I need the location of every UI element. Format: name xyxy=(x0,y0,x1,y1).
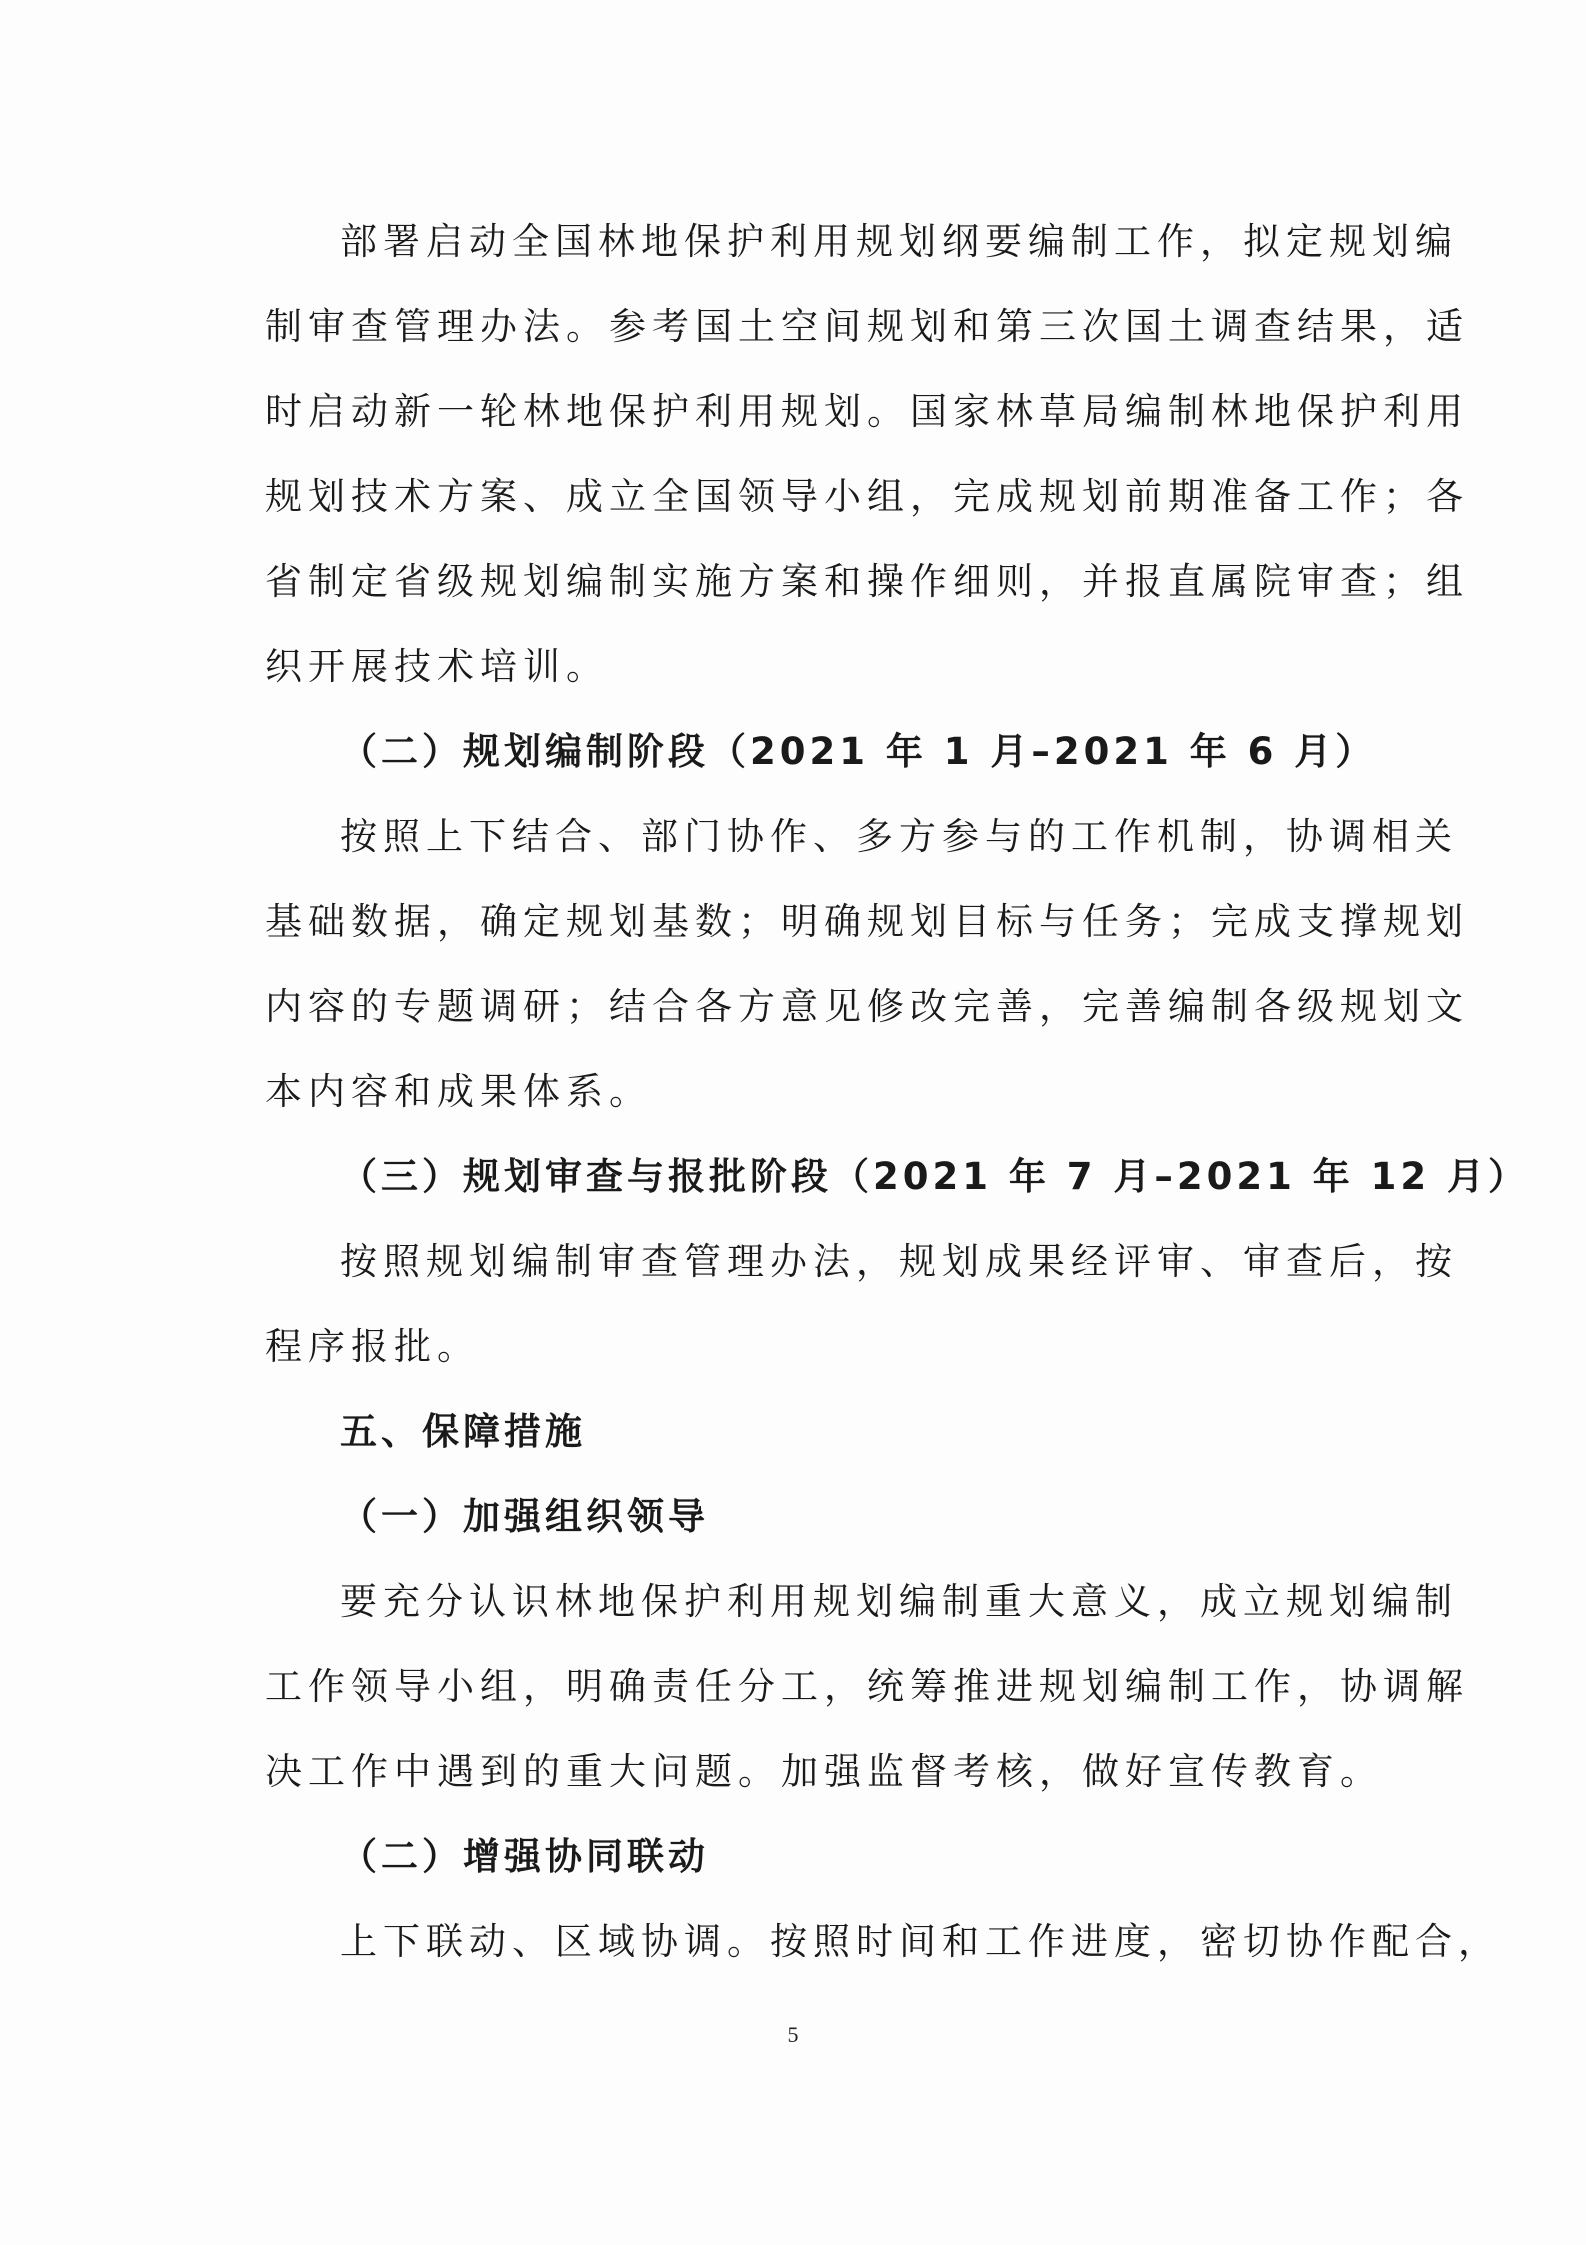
paragraph-line: 织开展技术培训。 xyxy=(265,645,609,688)
page-number: 5 xyxy=(787,2022,799,2047)
paragraph-line: 省制定省级规划编制实施方案和操作细则，并报直属院审查；组 xyxy=(265,560,1469,603)
paragraph-line: 基础数据，确定规划基数；明确规划目标与任务；完成支撑规划 xyxy=(265,900,1469,943)
paragraph-line: 工作领导小组，明确责任分工，统筹推进规划编制工作，协调解 xyxy=(265,1665,1469,1708)
chapter-heading: 五、保障措施 xyxy=(340,1410,586,1453)
paragraph-line: 要充分认识林地保护利用规划编制重大意义，成立规划编制 xyxy=(340,1580,1458,1623)
section-heading: （二）规划编制阶段（2021 年 1 月–2021 年 6 月） xyxy=(340,730,1377,773)
paragraph-line: 上下联动、区域协调。按照时间和工作进度，密切协作配合， xyxy=(340,1920,1501,1963)
section-heading: （一）加强组织领导 xyxy=(340,1495,709,1538)
paragraph-line: 内容的专题调研；结合各方意见修改完善，完善编制各级规划文 xyxy=(265,985,1469,1028)
paragraph-line: 决工作中遇到的重大问题。加强监督考核，做好宣传教育。 xyxy=(265,1750,1383,1793)
paragraph-line: 程序报批。 xyxy=(265,1325,480,1368)
paragraph-line: 按照规划编制审查管理办法，规划成果经评审、审查后，按 xyxy=(340,1240,1458,1283)
paragraph-line: 按照上下结合、部门协作、多方参与的工作机制，协调相关 xyxy=(340,815,1458,858)
section-heading: （二）增强协同联动 xyxy=(340,1835,709,1878)
paragraph-line: 规划技术方案、成立全国领导小组，完成规划前期准备工作；各 xyxy=(265,475,1469,518)
paragraph-line: 部署启动全国林地保护利用规划纲要编制工作，拟定规划编 xyxy=(340,220,1458,263)
paragraph-line: 时启动新一轮林地保护利用规划。国家林草局编制林地保护利用 xyxy=(265,390,1469,433)
paragraph-line: 本内容和成果体系。 xyxy=(265,1070,652,1113)
section-heading: （三）规划审查与报批阶段（2021 年 7 月–2021 年 12 月） xyxy=(340,1155,1529,1198)
paragraph-line: 制审查管理办法。参考国土空间规划和第三次国土调查结果，适 xyxy=(265,305,1469,348)
